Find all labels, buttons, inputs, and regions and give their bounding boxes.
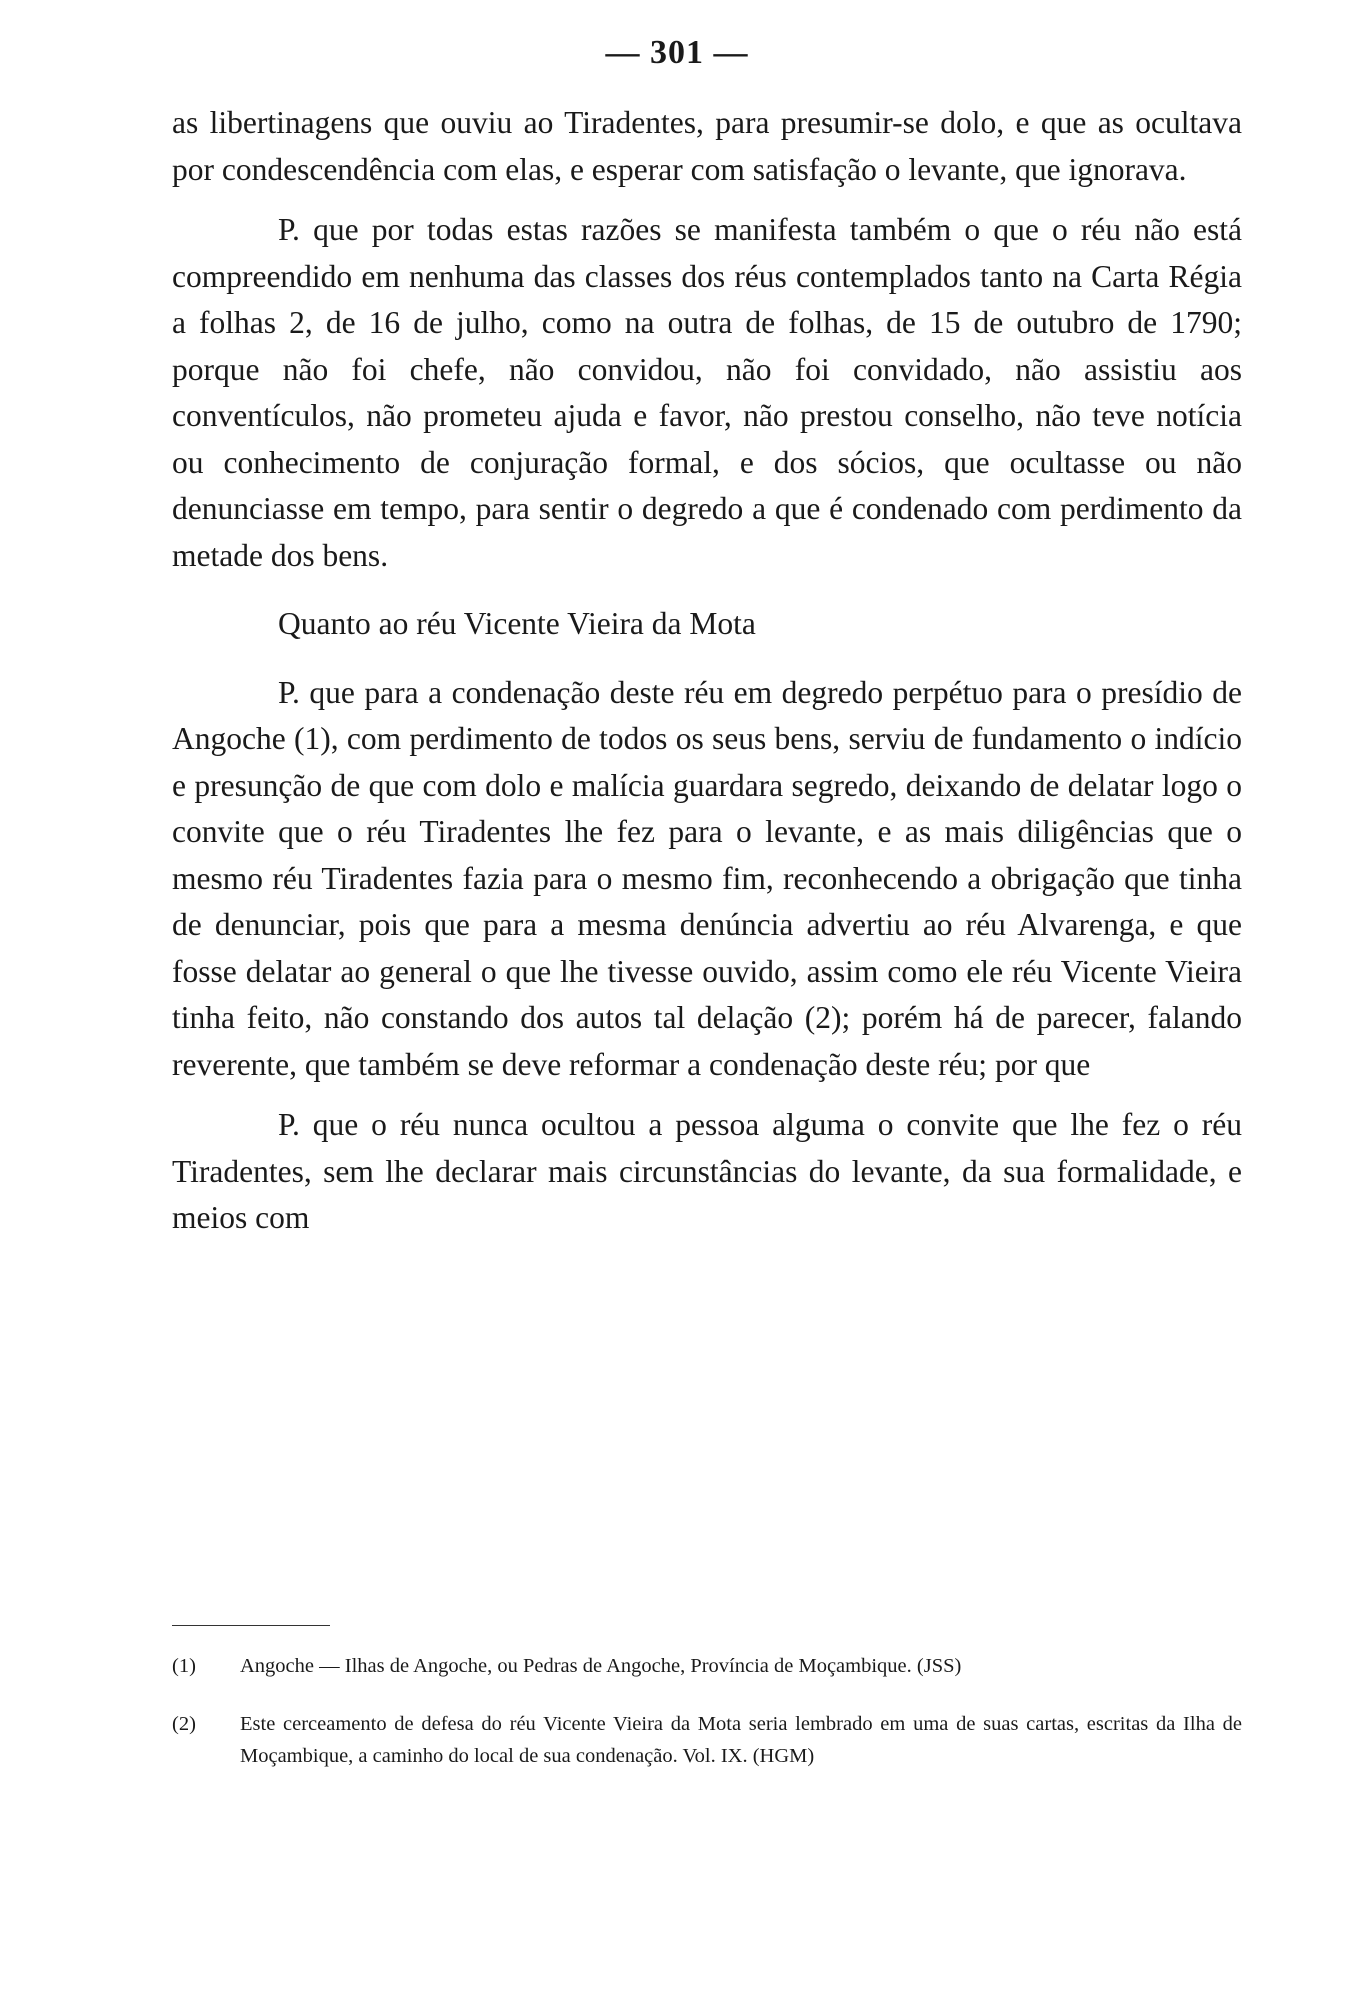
page-number: — 301 — — [605, 34, 749, 71]
footnotes — [172, 1650, 1242, 1798]
body-text — [172, 100, 1242, 1242]
footnote-mark: (1) — [172, 1655, 196, 1677]
footnote-separator — [172, 1625, 330, 1626]
footnote-1 — [172, 1650, 1242, 1682]
paragraph-classes-of-defendants: P. que por todas estas razões se manifesta também o que o réu não está compreendido em nenhuma das classes dos réus contemplados tanto na Carta Régia a folhas 2, de 16 de julho, como na outra de folhas, de 15 de outubro de 1790; porque não foi chefe, não convidou, não foi convidado, não assistiu aos conventículos, não prometeu ajuda e favor, não prestou conselho, não teve notícia ou conhecimento de conjuração formal, e dos sócios, que ocultasse ou não denunciasse em tempo, para sentir o degredo a que é condenado com perdimento da metade dos bens. — [172, 212, 1242, 573]
paragraph-vicente-condemnation: P. que para a condenação deste réu em degredo perpétuo para o presídio de Angoche (1), com perdimento de todos os seus bens, serviu de fundamento o indício e presunção de que com dolo e malícia guardara segredo, deixando de delatar logo o convite que o réu Tiradentes lhe fez para o levante, e as mais diligências que o mesmo réu Tiradentes fazia para o mesmo fim, reconhecendo a obrigação que tinha de denunciar, pois que para a mesma denúncia advertiu ao réu Alvarenga, e que fosse delatar ao general o que lhe tivesse ouvido, assim como ele réu Vicente Vieira tinha feito, não constando dos autos tal delação (2); porém há de parecer, falando reverente, que também se deve reformar a condenação deste réu; por que — [172, 674, 1242, 1082]
section-heading: Quanto ao réu Vicente Vieira da Mota — [278, 606, 756, 641]
footnote-2 — [172, 1708, 1242, 1772]
footnote-text: Este cerceamento de defesa do réu Vicente Vieira da Mota seria lembrado em uma de suas cartas, escritas da Ilha de Moçambique, a caminho do local de sua condenação. Vol. IX. (HGM) — [240, 1713, 1242, 1767]
paragraph-continuation: as libertinagens que ouviu ao Tiradentes, para presumir-se dolo, e que as ocultava por condescendência com elas, e esperar com satisfação o levante, que ignorava. — [172, 105, 1242, 187]
paragraph-never-concealed: P. que o réu nunca ocultou a pessoa alguma o convite que lhe fez o réu Tiradentes, sem lhe declarar mais circunstâncias do levante, da sua formalidade, e meios com — [172, 1107, 1242, 1235]
footnote-text: Angoche — Ilhas de Angoche, ou Pedras de Angoche, Província de Moçambique. (JSS) — [240, 1655, 962, 1677]
footnote-mark: (2) — [172, 1713, 196, 1735]
